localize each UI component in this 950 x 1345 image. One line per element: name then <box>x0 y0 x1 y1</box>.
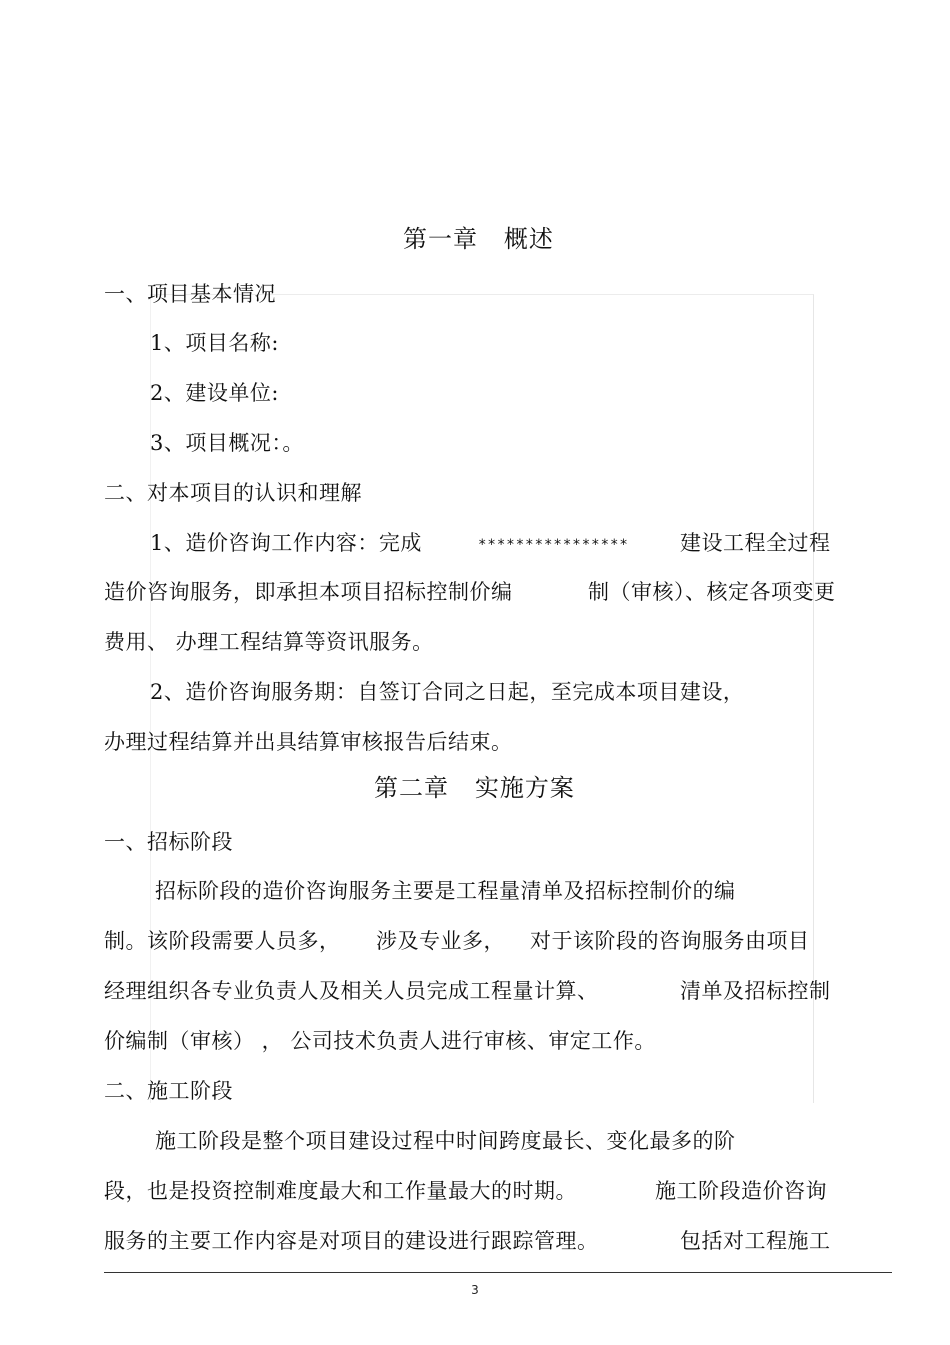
paragraph-service-period-line1: 2、造价咨询服务期：自签订合同之日起，至完成本项目建设， <box>150 680 745 704</box>
paragraph-construction-line2a: 段，也是投资控制难度最大和工作量最大的时期。 <box>104 1179 577 1203</box>
paragraph-construction-line3b: 包括对工程施工 <box>680 1229 831 1253</box>
paragraph-bidding-line1: 招标阶段的造价咨询服务主要是工程量清单及招标控制价的编 <box>155 879 736 903</box>
paragraph-construction-line1: 施工阶段是整个项目建设过程中时间跨度最长、变化最多的阶 <box>155 1129 736 1153</box>
section-heading-understanding: 二、对本项目的认识和理解 <box>104 481 362 505</box>
paragraph-bidding-line2b: 涉及专业多， <box>376 929 505 953</box>
paragraph-work-content-line1a: 1、造价咨询工作内容：完成 <box>150 531 422 555</box>
section-heading-bidding-stage: 一、招标阶段 <box>104 830 233 854</box>
page-number: 3 <box>471 1283 479 1297</box>
item-project-overview: 3、项目概况：。 <box>150 431 304 455</box>
paragraph-bidding-line3a: 经理组织各专业负责人及相关人员完成工程量计算、 <box>104 979 599 1003</box>
paragraph-service-period-line2: 办理过程结算并出具结算审核报告后结束。 <box>104 730 513 754</box>
item-construction-unit: 2、建设单位: <box>150 381 279 405</box>
paragraph-work-content-line3: 费用、 办理工程结算等资讯服务。 <box>104 630 434 654</box>
paragraph-bidding-line2c: 对于该阶段的咨询服务由项目 <box>530 929 810 953</box>
paragraph-bidding-line4: 价编制（审核） ， 公司技术负责人进行审核、审定工作。 <box>104 1029 656 1053</box>
footer-divider <box>104 1272 892 1273</box>
chapter-2-title: 第二章 实施方案 <box>374 774 575 802</box>
item-project-name: 1、项目名称: <box>150 331 279 355</box>
paragraph-work-content-line1b: 建设工程全过程 <box>680 531 831 555</box>
paragraph-construction-line2b: 施工阶段造价咨询 <box>655 1179 827 1203</box>
section-heading-project-basics: 一、项目基本情况 <box>104 282 276 306</box>
paragraph-bidding-line2a: 制。该阶段需要人员多， <box>104 929 341 953</box>
paragraph-work-content-line2a: 造价咨询服务，即承担本项目招标控制价编 <box>104 580 513 604</box>
chapter-1-title: 第一章 概述 <box>403 225 554 253</box>
paragraph-work-content-line2b: 制（审核）、核定各项变更 <box>588 580 836 604</box>
section-heading-construction-stage: 二、施工阶段 <box>104 1079 233 1103</box>
redacted-project-name: **************** <box>478 537 629 553</box>
paragraph-bidding-line3b: 清单及招标控制 <box>680 979 831 1003</box>
paragraph-construction-line3a: 服务的主要工作内容是对项目的建设进行跟踪管理。 <box>104 1229 599 1253</box>
